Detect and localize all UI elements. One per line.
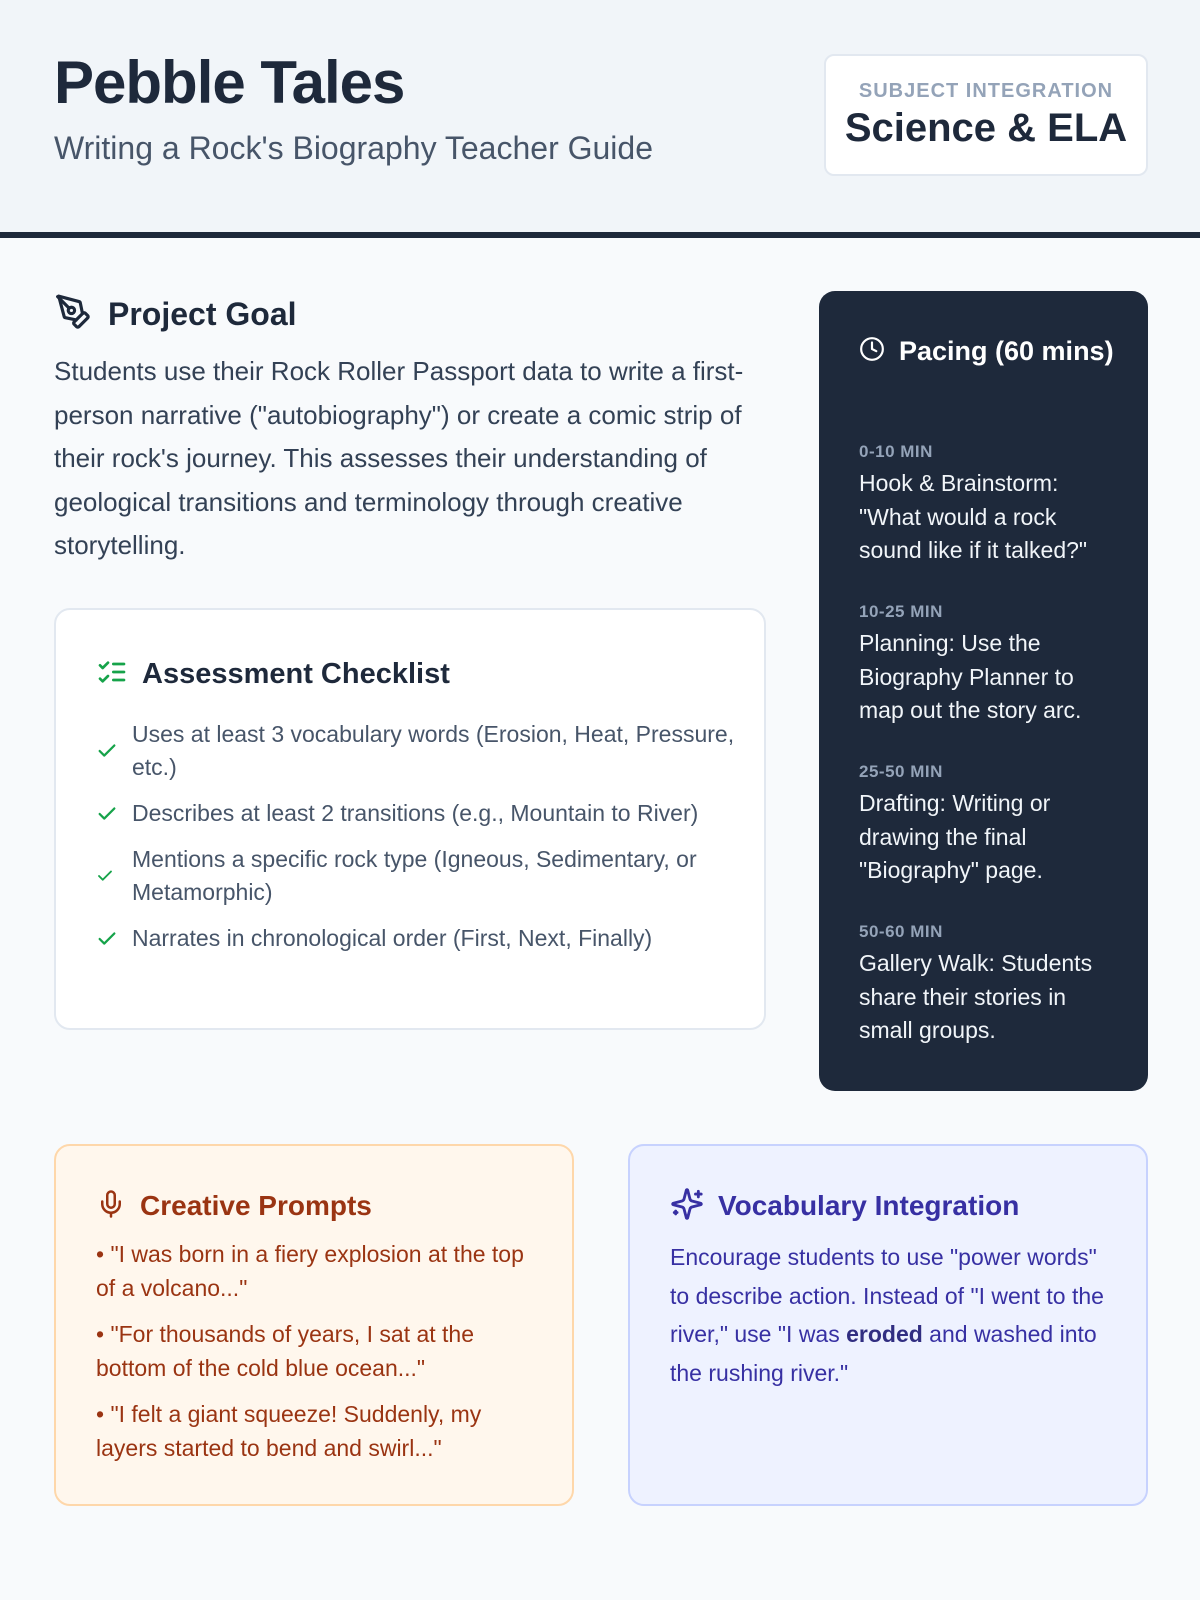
checklist-item-text: Uses at least 3 vocabulary words (Erosion, Heat, Pressure, etc.) (132, 721, 735, 780)
vocabulary-integration-title: Vocabulary Integration (718, 1190, 1020, 1221)
list-checks-icon (96, 656, 128, 693)
creative-prompts-card (54, 1144, 574, 1506)
check-icon (96, 867, 118, 885)
vocab-text-after: and washed into the rushing river." (670, 1321, 1097, 1386)
sparkles-icon (670, 1187, 704, 1226)
checklist-item (96, 922, 736, 955)
microphone-icon (96, 1189, 126, 1224)
page-title: Pebble Tales (54, 49, 405, 116)
assessment-checklist-card (54, 608, 766, 1030)
pacing-item (859, 441, 1119, 601)
vocab-power-word: eroded (846, 1321, 923, 1347)
clock-icon (859, 336, 885, 367)
prompt-item: • "I felt a giant squeeze! Suddenly, my layers started to bend and swirl..." (96, 1401, 482, 1461)
checklist-item (96, 718, 736, 784)
checklist-items (96, 718, 736, 968)
pacing-time: 25-50 MIN (859, 762, 943, 781)
checklist-item (96, 797, 736, 830)
vocabulary-integration-heading (670, 1186, 1019, 1226)
subject-label: SUBJECT INTEGRATION (858, 80, 1114, 102)
pacing-card (819, 291, 1148, 1091)
pen-tool-icon (54, 293, 92, 336)
prompts-list (96, 1238, 536, 1478)
pacing-item (859, 761, 1119, 921)
creative-prompts-title: Creative Prompts (140, 1190, 372, 1221)
vocabulary-integration-text (670, 1238, 1110, 1392)
page-subtitle: Writing a Rock's Biography Teacher Guide (54, 130, 653, 166)
checklist-item-text: Narrates in chronological order (First, Next, Finally) (132, 925, 653, 951)
pacing-list (859, 441, 1119, 1081)
check-icon (96, 928, 118, 950)
page-header (0, 0, 1200, 238)
creative-prompts-heading (96, 1186, 372, 1226)
pacing-item (859, 601, 1119, 761)
checklist-item-text: Describes at least 2 transitions (e.g., Mountain to River) (132, 800, 699, 826)
assessment-checklist-heading (96, 654, 450, 694)
pacing-description: Gallery Walk: Students share their stories in small groups. (859, 950, 1093, 1043)
pacing-item (859, 921, 1119, 1081)
pacing-time: 0-10 MIN (859, 442, 933, 461)
subject-card (824, 54, 1148, 176)
vocabulary-integration-card (628, 1144, 1148, 1506)
pacing-time: 50-60 MIN (859, 922, 943, 941)
pacing-time: 10-25 MIN (859, 602, 943, 621)
assessment-checklist-title: Assessment Checklist (142, 657, 450, 690)
prompt-item: • "I was born in a fiery explosion at the top of a volcano..." (96, 1241, 524, 1301)
pacing-title: Pacing (60 mins) (899, 336, 1114, 366)
pacing-description: Drafting: Writing or drawing the final "Biography" page. (859, 790, 1051, 883)
pacing-heading (859, 331, 1119, 371)
project-goal-heading (54, 292, 297, 336)
prompt-item: • "For thousands of years, I sat at the bottom of the cold blue ocean..." (96, 1321, 475, 1381)
subject-value: Science & ELA (844, 106, 1128, 150)
project-goal-text: Students use their Rock Roller Passport data to write a first-person narrative ("autobiography") or create a comic strip of their rock's journey. This assesses their understanding of geological transitions and terminology through creative storytelling. (54, 356, 744, 560)
check-icon (96, 740, 118, 762)
checklist-item-text: Mentions a specific rock type (Igneous, Sedimentary, or Metamorphic) (132, 846, 697, 905)
checklist-item (96, 843, 736, 909)
pacing-description: Hook & Brainstorm: "What would a rock sound like if it talked?" (859, 470, 1088, 563)
project-goal-title: Project Goal (108, 295, 297, 332)
vocab-text-before: Encourage students to use "power words" to describe action. Instead of "I went to the river," use "I was (670, 1244, 1104, 1347)
check-icon (96, 803, 118, 825)
pacing-description: Planning: Use the Biography Planner to map out the story arc. (859, 630, 1082, 723)
